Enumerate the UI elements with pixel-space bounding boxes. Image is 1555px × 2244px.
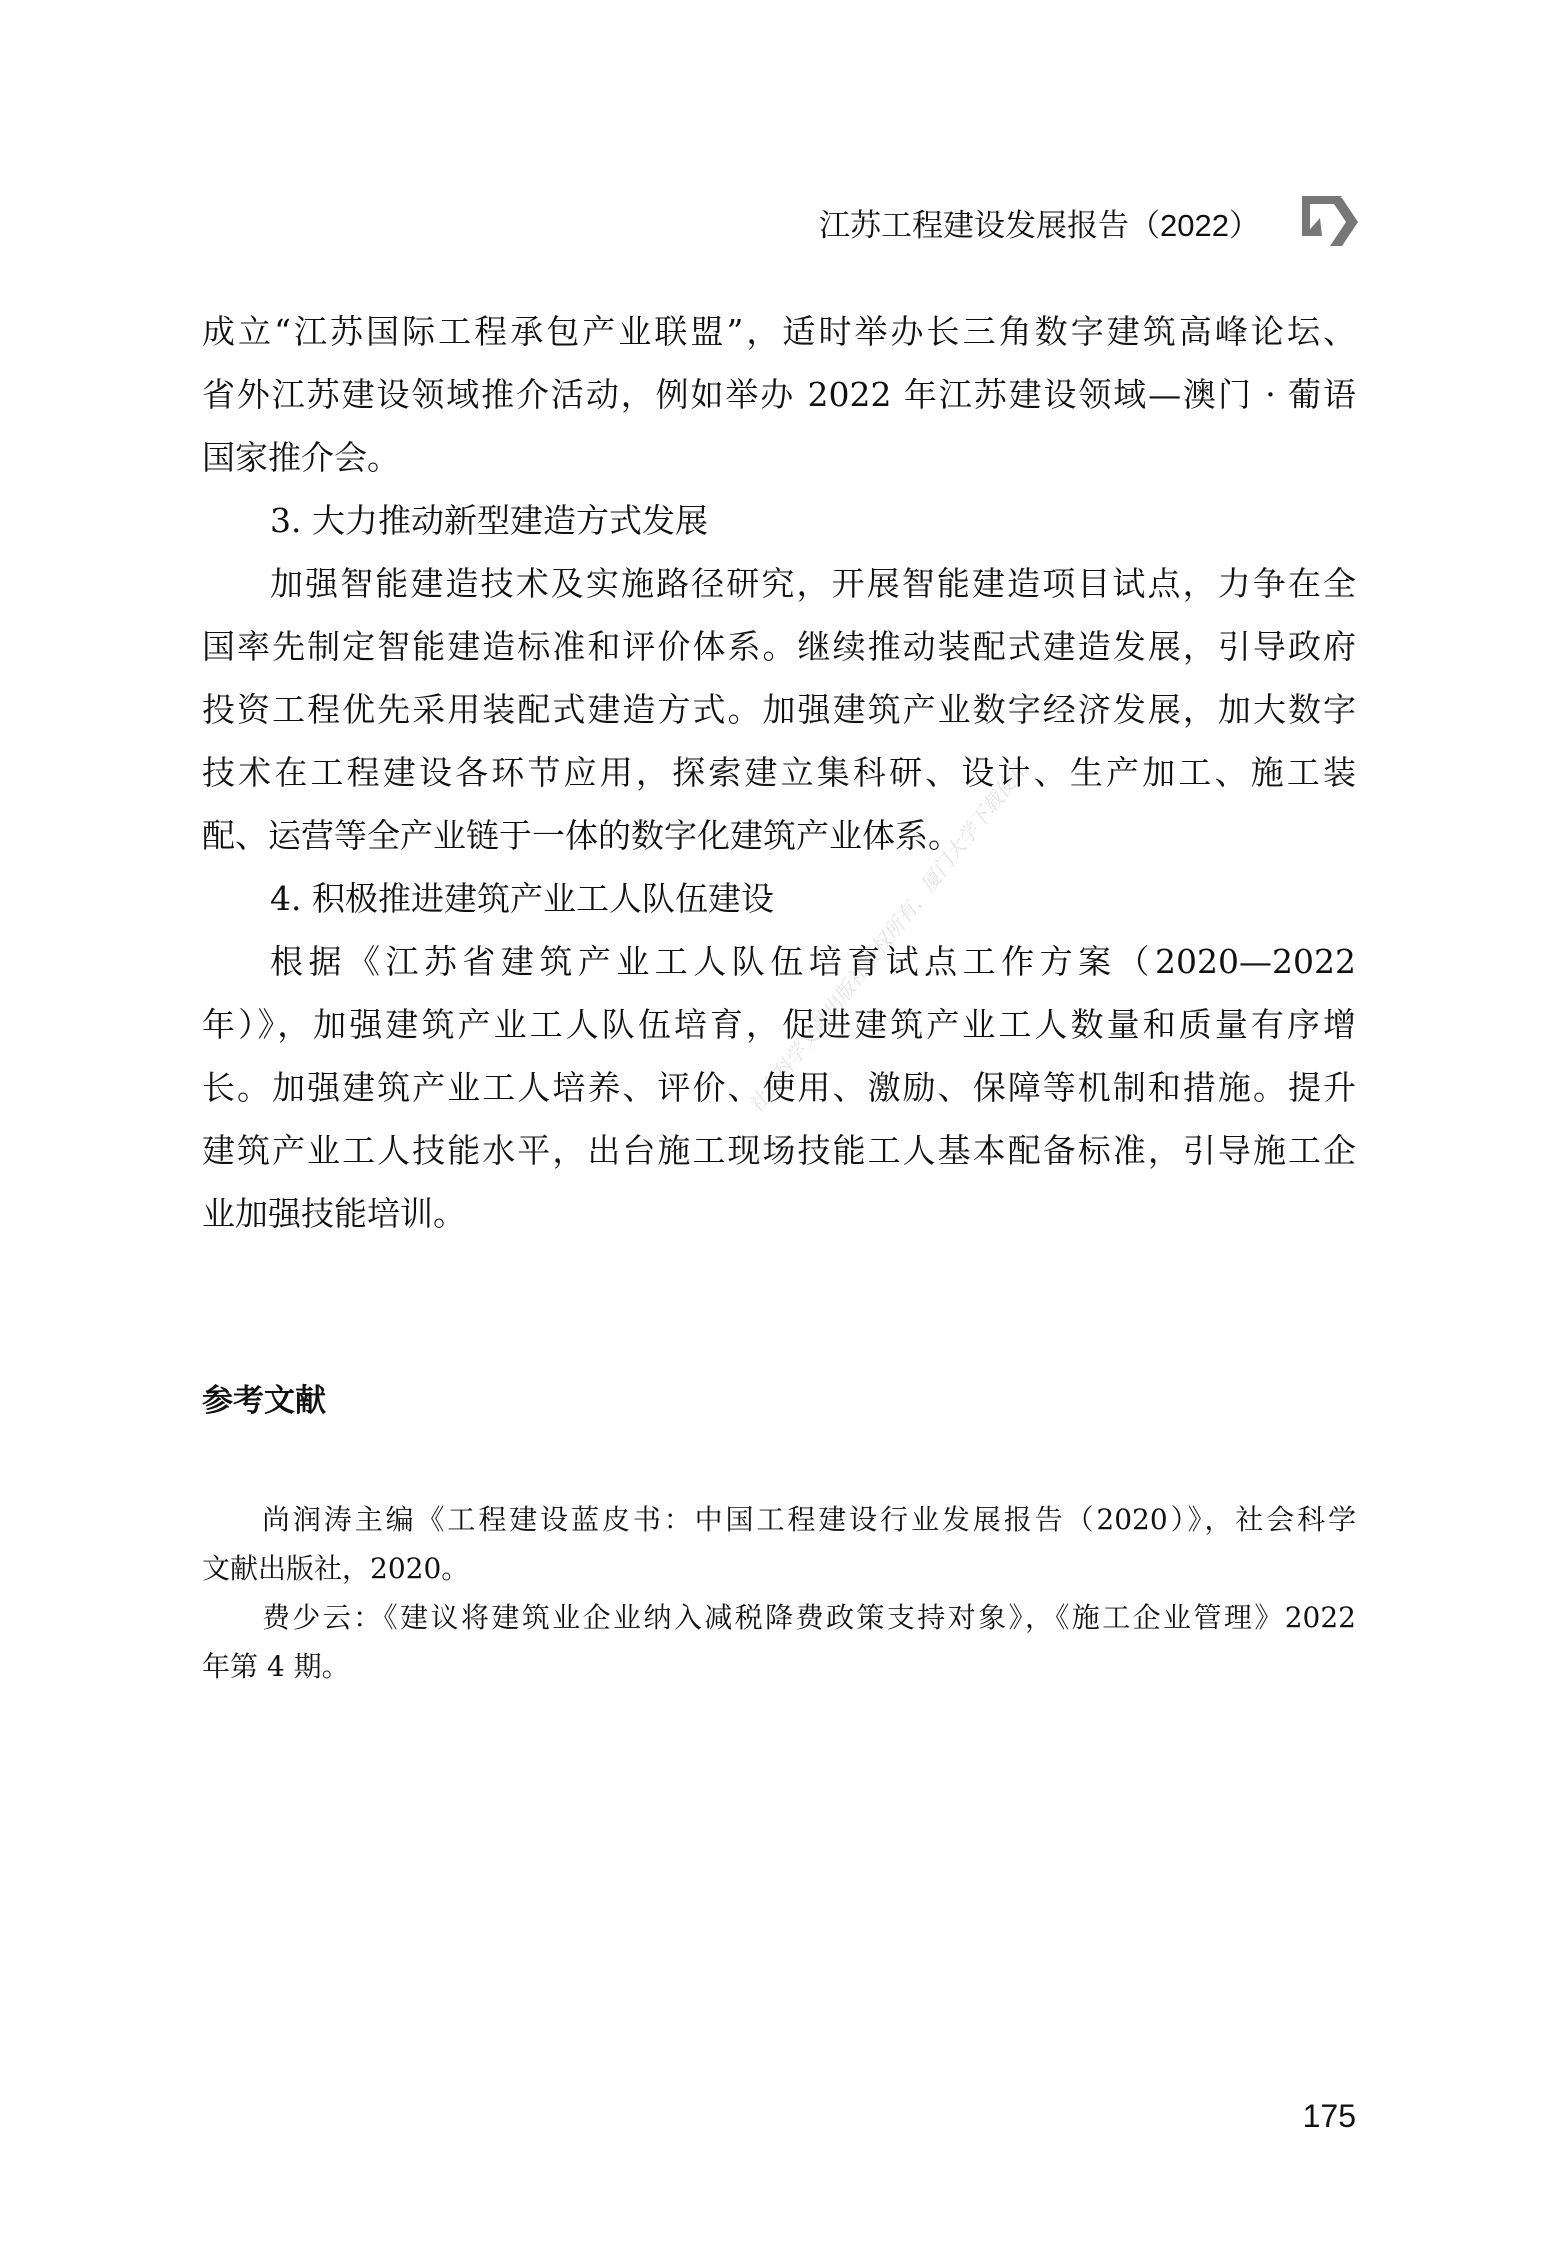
text-line: 业加强技能培训。 [202,1194,466,1233]
text-line: 3. 大力推动新型建造方式发展 [270,501,708,540]
text-line: 4. 积极推进建筑产业工人队伍建设 [270,879,774,918]
text-line: 长。加强建筑产业工人培养、评价、使用、激励、保障等机制和措施。提升 [202,1068,1356,1107]
page-number: 175 [1302,2098,1356,2134]
text-line: 国率先制定智能建造标准和评价体系。继续推动装配式建造发展，引导政府 [202,627,1356,666]
reference-line: 费少云：《建议将建筑业企业纳入减税降费政策支持对象》，《施工企业管理》2022 [262,1601,1356,1634]
text-line: 国家推介会。 [202,438,400,477]
watermark: 社会科学文献出版社版权所有，厦门大学下载使用 [743,755,1033,1118]
text-line: 建筑产业工人技能水平，出台施工现场技能工人基本配备标准，引导施工企 [202,1131,1356,1170]
reference-item [202,1495,1356,1593]
running-header: 江苏工程建设发展报告（2022） [819,208,1260,243]
paragraph [202,300,1356,489]
text-line: 根据《江苏省建筑产业工人队伍培育试点工作方案（2020—2022 [270,942,1356,981]
paragraph [202,552,1356,867]
chapter-arrow-icon [1296,190,1360,248]
text-line: 配、运营等全产业链于一体的数字化建筑产业体系。 [202,816,961,855]
body-text [202,300,1356,1245]
reference-line: 文献出版社，2020。 [202,1552,470,1585]
text-line: 技术在工程建设各环节应用，探索建立集科研、设计、生产加工、施工装 [202,753,1356,792]
text-line: 省外江苏建设领域推介活动，例如举办 2022 年江苏建设领域—澳门 · 葡语 [202,375,1356,414]
reference-line: 尚润涛主编《工程建设蓝皮书：中国工程建设行业发展报告（2020）》，社会科学 [262,1503,1356,1536]
references-heading: 参考文献 [202,1383,326,1419]
text-line: 年）》，加强建筑产业工人队伍培育，促进建筑产业工人数量和质量有序增 [202,1005,1356,1044]
text-line: 投资工程优先采用装配式建造方式。加强建筑产业数字经济发展，加大数字 [202,690,1356,729]
reference-line: 年第 4 期。 [202,1650,350,1683]
paragraph [202,867,1356,930]
paragraph [202,930,1356,1245]
references-list [202,1495,1356,1691]
reference-item [202,1593,1356,1691]
paragraph [202,489,1356,552]
text-line: 加强智能建造技术及实施路径研究，开展智能建造项目试点，力争在全 [270,564,1356,603]
text-line: 成立“江苏国际工程承包产业联盟”，适时举办长三角数字建筑高峰论坛、 [202,312,1356,351]
